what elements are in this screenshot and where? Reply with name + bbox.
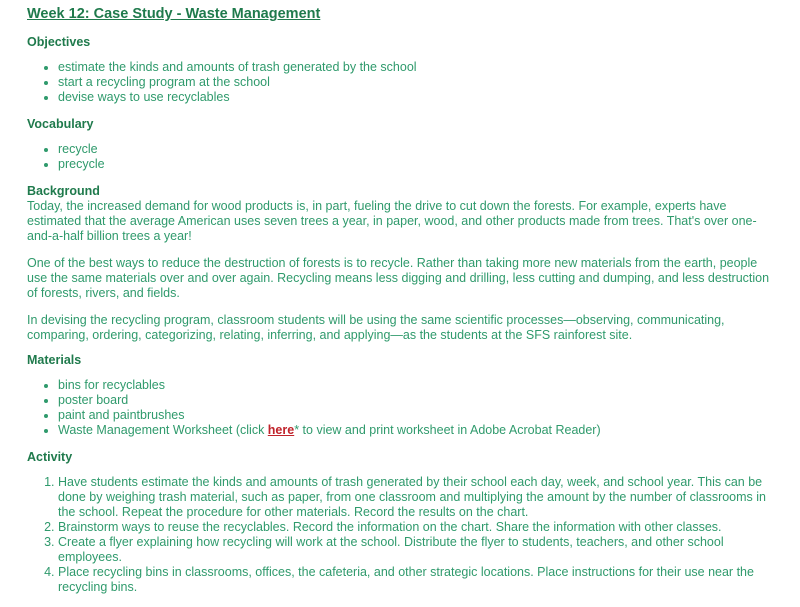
background-paragraph: One of the best ways to reduce the destruction of forests is to recycle. Rather than taking more new materials from the earth, people use the same materials over and over again. Recycling means less digging and drilling, less cutting and dumping, and less destruction of forests, rivers, and fields.	[27, 256, 770, 300]
list-item: • paint and paintbrushes	[58, 408, 772, 423]
materials-heading: Materials	[27, 353, 82, 367]
background-paragraph: In devising the recycling program, classroom students will be using the same scientific processes—observing, communicating, comparing, ordering, categorizing, relating, inferring, and applying—as the students at the SFS rainforest site.	[27, 313, 725, 342]
list-item: • poster board	[58, 393, 772, 408]
activity-steps	[27, 475, 772, 595]
objectives-list	[27, 60, 772, 105]
activity-heading: Activity	[27, 450, 73, 464]
activity-step: 4. Place recycling bins in classrooms, offices, the cafeteria, and other strategic locations. Place instructions for their use near the recycling bins.	[58, 565, 772, 595]
background-paragraph: Today, the increased demand for wood products is, in part, fueling the drive to cut down the forests. For example, experts have estimated that the average American uses seven trees a year, in paper, wood, and other products made from trees. That's over one-and-a-half billion trees a year!	[27, 199, 757, 243]
activity-step: 1. Have students estimate the kinds and amounts of trash generated by their school each day, week, and school year. This can be done by weighing trash material, such as paper, from one classroom and multiplying the amount by the number of classrooms in the school. Repeat the procedure for other materials. Record the results on the chart.	[58, 475, 772, 520]
vocabulary-list	[27, 142, 772, 172]
activity-step: 2. Brainstorm ways to reuse the recyclables. Record the information on the chart. Share the information with other classes.	[58, 520, 772, 535]
vocabulary-heading: Vocabulary	[27, 117, 94, 131]
list-item: • bins for recyclables	[58, 378, 772, 393]
lesson-page	[27, 6, 772, 607]
worksheet-link[interactable]: here	[267, 423, 295, 437]
list-item: • devise ways to use recyclables	[58, 90, 772, 105]
worksheet-prefix: Waste Management Worksheet (click	[58, 423, 268, 437]
page-title: Week 12: Case Study - Waste Management	[27, 6, 321, 22]
worksheet-list-item	[58, 423, 772, 438]
activity-step: 3. Create a flyer explaining how recycling will work at the school. Distribute the flyer to students, teachers, and other school employees.	[58, 535, 772, 565]
list-item: • recycle	[58, 142, 772, 157]
background-heading: Background	[27, 184, 100, 198]
worksheet-suffix: * to view and print worksheet in Adobe Acrobat Reader)	[294, 423, 601, 437]
objectives-heading: Objectives	[27, 35, 91, 49]
list-item: • start a recycling program at the school	[58, 75, 772, 90]
list-item: • precycle	[58, 157, 772, 172]
list-item: • estimate the kinds and amounts of trash generated by the school	[58, 60, 772, 75]
materials-list	[27, 378, 772, 438]
